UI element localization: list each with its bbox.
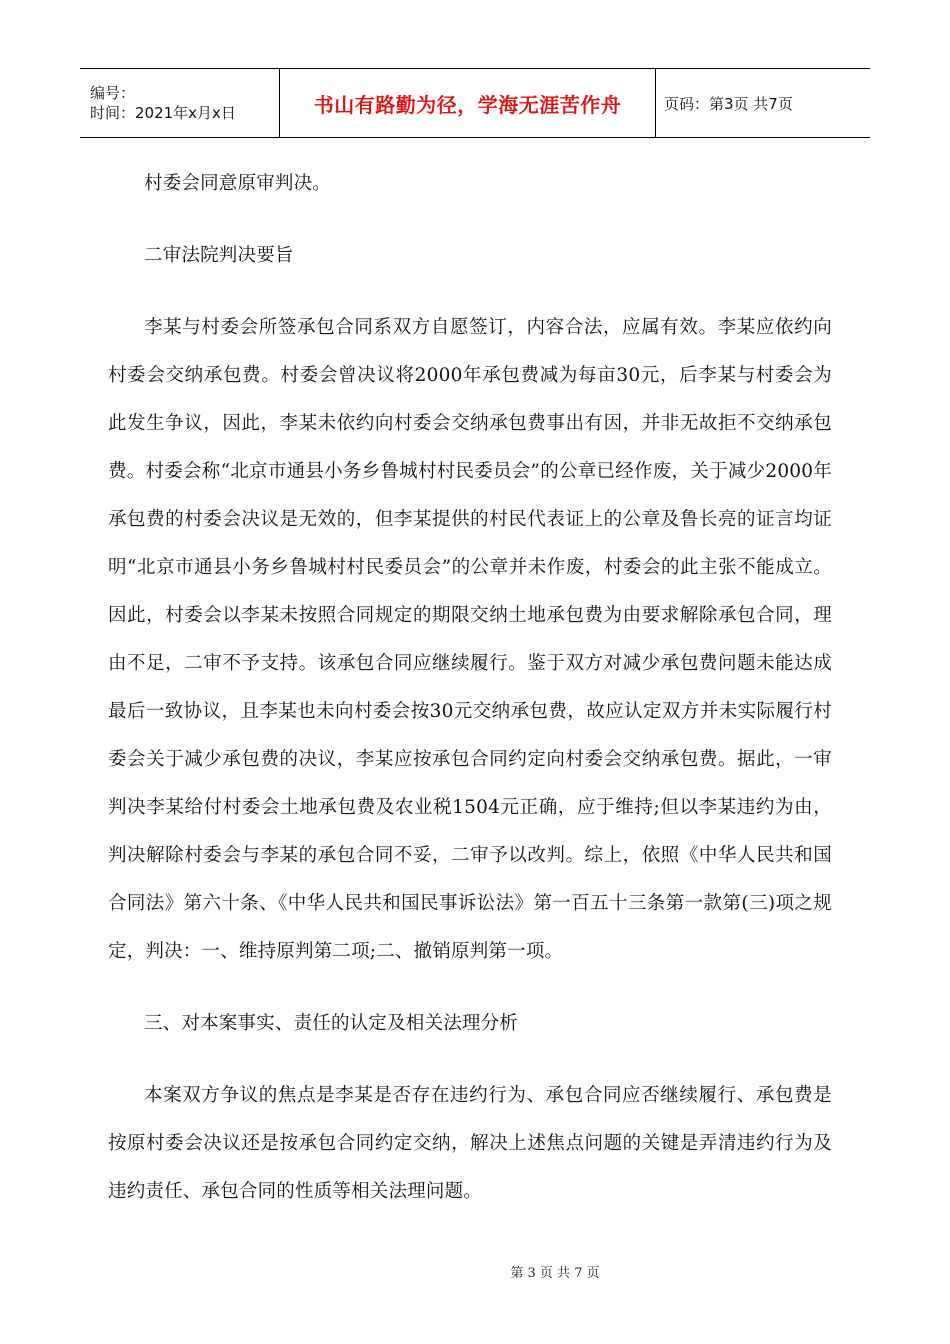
paragraph-judgment: 李某与村委会所签承包合同系双方自愿签订，内容合法，应属有效。李某应依约向村委会交纳承包费。村委会曾决议将2000年承包费减为每亩30元，后李某与村委会为此发生争议，因此，李某未依约向村委会交纳承包费事出有因，并非无故拒不交纳承包费。村委会称“北京市通县小务乡鲁城村村民委员会”的公章已经作废，关于减少2000年承包费的村委会决议是无效的，但李某提供的村民代表证上的公章及鲁长亮的证言均证明“北京市通县小务乡鲁城村村民委员会”的公章并未作废，村委会的此主张不能成立。因此，村委会以李某未按照合同规定的期限交纳土地承包费为由要求解除承包合同，理由不足，二审不予支持。该承包合同应继续履行。鉴于双方对减少承包费问题未能达成最后一致协议，且李某也未向村委会按30元交纳承包费，故应认定双方并未实际履行村委会关于减少承包费的决议，李某应按承包合同约定向村委会交纳承包费。据此，一审判决李某给付村委会土地承包费及农业税1504元正确，应于维持;但以李某违约为由，判决解除村委会与李某的承包合同不妥，二审予以改判。综上，依照《中华人民共和国合同法》第六十条、《中华人民共和国民事诉讼法》第一百五十三条第一款第(三)项之规定，判决：一、维持原判第二项;二、撤销原判第一项。 bbox=[108, 317, 833, 962]
section-heading-second-instance: 二审法院判决要旨 bbox=[144, 245, 294, 266]
header-motto bbox=[280, 69, 656, 137]
motto-text: 书山有路勤为径，学海无涯苦作舟 bbox=[313, 92, 622, 117]
time-label: 时间：2021年x月x日 bbox=[90, 104, 236, 122]
page-label: 页码：第3页 共7页 bbox=[664, 94, 793, 113]
section-heading-analysis: 三、对本案事实、责任的认定及相关法理分析 bbox=[144, 1013, 519, 1034]
header-meta bbox=[80, 69, 280, 137]
document-body bbox=[108, 160, 832, 1216]
paragraph-intro: 村委会同意原审判决。 bbox=[144, 173, 332, 194]
footer-page-number: 第 3 页 共 7 页 bbox=[510, 1266, 600, 1281]
number-label: 编号： bbox=[90, 84, 136, 102]
page-header bbox=[80, 68, 870, 138]
page-footer bbox=[0, 1262, 950, 1281]
header-page-info bbox=[656, 69, 870, 137]
paragraph-analysis: 本案双方争议的焦点是李某是否存在违约行为、承包合同应否继续履行、承包费是按原村委会决议还是按承包合同约定交纳，解决上述焦点问题的关键是弄清违约行为及违约责任、承包合同的性质等相关法理问题。 bbox=[108, 1085, 832, 1202]
